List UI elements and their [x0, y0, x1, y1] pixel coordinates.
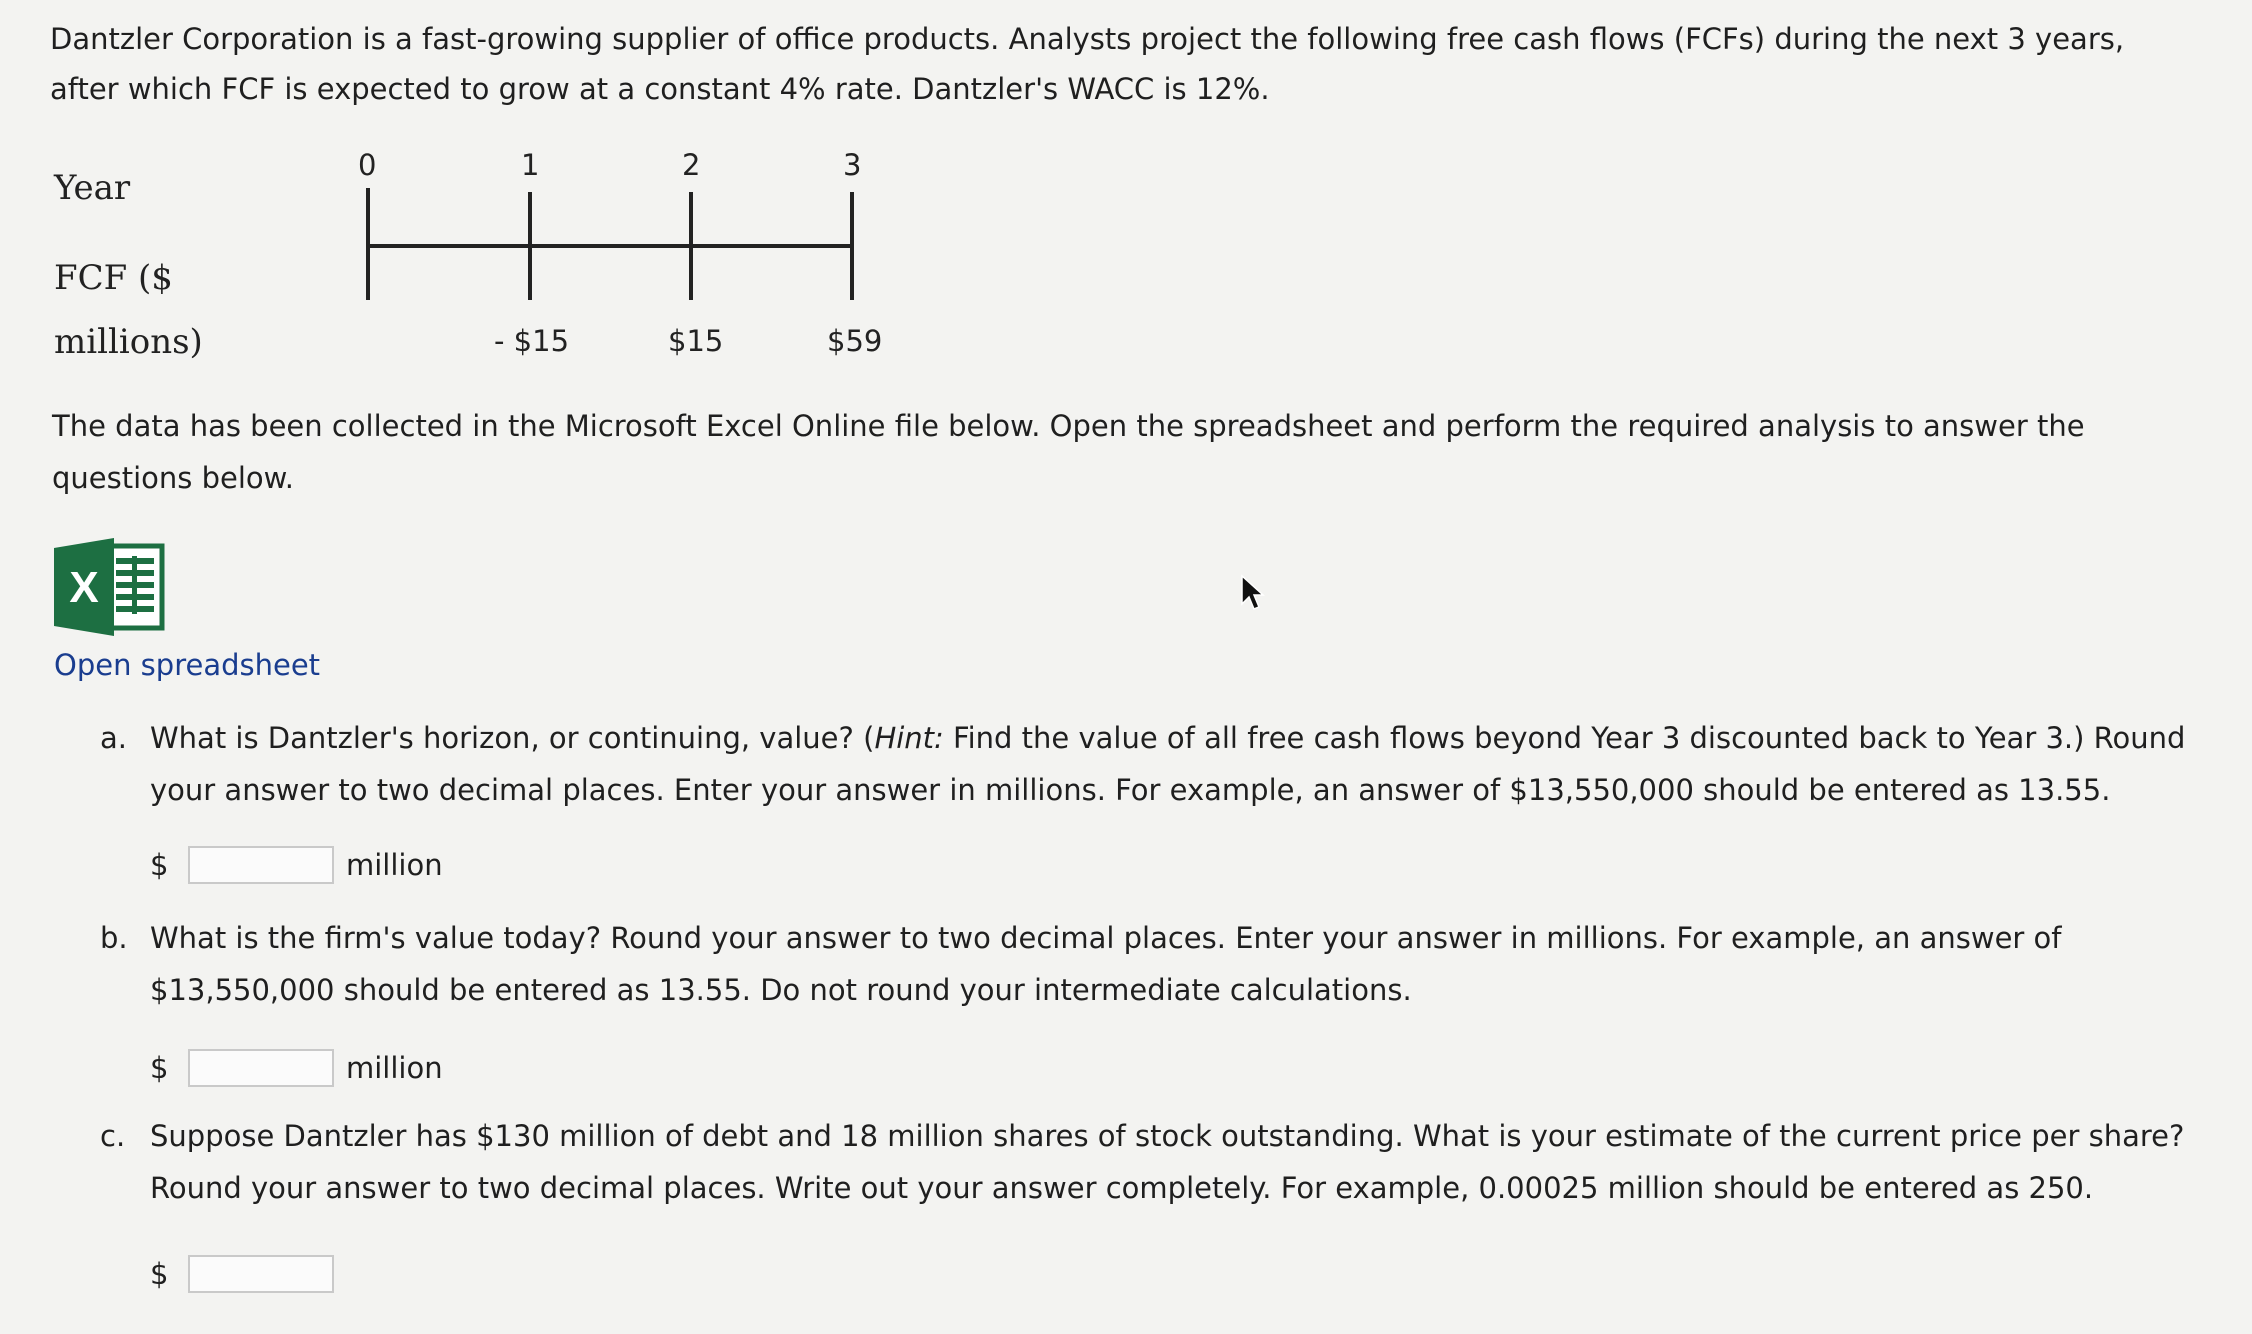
- question-a-hint-label: Hint:: [874, 721, 944, 755]
- answer-c-currency: $: [150, 1257, 169, 1291]
- question-a-text-end: Find the value of all free cash flows beyond Year 3 discounted back to Year 3.) Round your answer to two decimal places. Enter your answer in millions. For example, an answer of $13,550,000 should be entered as 13.55.: [150, 721, 2186, 807]
- question-b-text: What is the firm's value today? Round your answer to two decimal places. Enter your answer in millions. For example, an answer of $13,550,000 should be entered as 13.55. Do not round your intermediate calculations.: [150, 921, 2062, 1007]
- question-c: [100, 1110, 2200, 1214]
- question-a-text-start: What is Dantzler's horizon, or continuing, value? (: [150, 721, 875, 755]
- fcf-year-3: $59: [827, 324, 883, 358]
- excel-icon-letter: X: [69, 563, 99, 612]
- question-a: [100, 712, 2200, 816]
- answer-c-input[interactable]: [188, 1255, 334, 1293]
- excel-icon[interactable]: [54, 538, 166, 636]
- fcf-year-2: $15: [668, 324, 724, 358]
- question-b: [100, 912, 2200, 1016]
- answer-b-unit: million: [346, 1051, 443, 1085]
- fcf-year-1: - $15: [494, 324, 570, 358]
- answer-a-currency: $: [150, 848, 169, 882]
- answer-a-unit: million: [346, 848, 443, 882]
- year-0-label: 0: [358, 148, 377, 182]
- answer-a-row: [150, 843, 443, 887]
- mouse-pointer-icon: [1240, 574, 1266, 612]
- problem-intro: Dantzler Corporation is a fast-growing supplier of office products. Analysts project the following free cash flows (FCFs) during the next 3 years, after which FCF is expected to grow at a constant 4% rate. Dantzler's WACC is 12%.: [50, 22, 2125, 106]
- question-a-letter: a.: [100, 721, 127, 755]
- question-b-letter: b.: [100, 921, 128, 955]
- answer-b-row: [150, 1046, 443, 1090]
- year-2-label: 2: [682, 148, 701, 182]
- question-c-text: Suppose Dantzler has $130 million of debt and 18 million shares of stock outstanding. What is your estimate of the current price per share? Round your answer to two decimal places. Write out your answer completely. For example, 0.00025 million should be entered as 250.: [150, 1119, 2185, 1205]
- open-spreadsheet-link[interactable]: Open spreadsheet: [54, 648, 321, 682]
- answer-b-input[interactable]: [188, 1049, 334, 1087]
- timeline-axis: [330, 140, 890, 310]
- question-a-text: [150, 712, 2200, 816]
- data-note: The data has been collected in the Microsoft Excel Online file below. Open the spreadsheet and perform the required analysis to answer the questions below.: [52, 409, 2085, 495]
- fcf-label-line2: millions): [54, 322, 203, 362]
- year-label: Year: [54, 168, 131, 208]
- fcf-label-line1: FCF ($: [54, 258, 173, 298]
- year-3-label: 3: [843, 148, 862, 182]
- answer-c-row: [150, 1252, 334, 1296]
- question-c-letter: c.: [100, 1119, 126, 1153]
- answer-a-input[interactable]: [188, 846, 334, 884]
- year-1-label: 1: [521, 148, 540, 182]
- answer-b-currency: $: [150, 1051, 169, 1085]
